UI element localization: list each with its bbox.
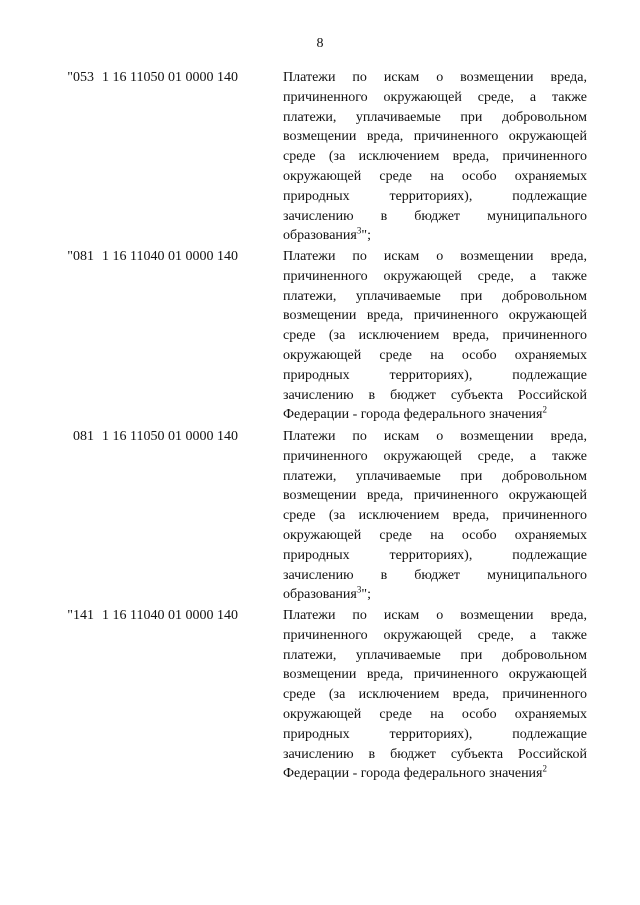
description-line: природных территориях), подлежащие — [283, 188, 587, 204]
description-last-line — [283, 585, 587, 605]
description-line: природных территориях), подлежащие — [283, 547, 587, 563]
last-line-text: образования — [283, 587, 357, 603]
description-line: платежи, уплачиваемые при добровольном — [283, 288, 587, 304]
description-line: возмещении вреда, причиненного окружающей — [283, 308, 587, 324]
last-line-text: Федерации - города федерального значения — [283, 766, 543, 782]
description-last-line — [283, 764, 587, 784]
kbk-code: 1 16 11040 01 0000 140 — [102, 608, 238, 623]
line-tail: "; — [361, 587, 371, 603]
admin-code: "081 — [67, 249, 94, 264]
description-line: природных территориях), подлежащие — [283, 367, 587, 383]
description-line: зачислению в бюджет субъекта Российской — [283, 387, 587, 403]
description-line: платежи, уплачиваемые при добровольном — [283, 647, 587, 663]
description-line: окружающей среде на особо охраняемых — [283, 706, 587, 722]
kbk-code: 1 16 11050 01 0000 140 — [102, 429, 238, 444]
admin-code: 081 — [73, 429, 94, 444]
page-number: 8 — [316, 36, 324, 51]
description-line: окружающей среде на особо охраняемых — [283, 347, 587, 363]
description-line: Платежи по искам о возмещении вреда, — [283, 429, 587, 444]
footnote-ref: 2 — [542, 404, 547, 415]
entry-description — [283, 427, 587, 605]
description-line: причиненного окружающей среде, а также — [283, 268, 587, 284]
description-line: платежи, уплачиваемые при добровольном — [283, 468, 587, 484]
line-tail: "; — [361, 228, 371, 244]
footnote-ref: 2 — [542, 763, 547, 774]
description-line: возмещении вреда, причиненного окружающей — [283, 129, 587, 145]
description-line: причиненного окружающей среде, а также — [283, 627, 587, 643]
last-line-text: образования — [283, 228, 357, 244]
description-line: природных территориях), подлежащие — [283, 726, 587, 742]
description-line: окружающей среде на особо охраняемых — [283, 527, 587, 543]
admin-code: "141 — [67, 608, 94, 623]
description-line: зачислению в бюджет субъекта Российской — [283, 746, 587, 762]
footnote-ref: 3 — [356, 584, 362, 595]
description-line: среде (за исключением вреда, причиненного — [283, 687, 587, 703]
description-line: причиненного окружающей среде, а также — [283, 448, 587, 464]
kbk-code: 1 16 11040 01 0000 140 — [102, 249, 238, 264]
description-line: платежи, уплачиваемые при добровольном — [283, 109, 587, 125]
description-line: среде (за исключением вреда, причиненного — [283, 508, 587, 524]
description-line: зачислению в бюджет муниципального — [283, 567, 587, 583]
description-line: причиненного окружающей среде, а также — [283, 89, 587, 105]
kbk-code: 1 16 11050 01 0000 140 — [102, 70, 238, 85]
description-line: среде (за исключением вреда, причиненного — [283, 328, 587, 344]
description-last-line — [283, 405, 587, 425]
description-line: возмещении вреда, причиненного окружающей — [283, 667, 587, 683]
footnote-ref: 3 — [356, 225, 362, 236]
description-line: зачислению в бюджет муниципального — [283, 208, 587, 224]
description-last-line — [283, 226, 587, 246]
description-line: среде (за исключением вреда, причиненного — [283, 149, 587, 165]
admin-code: "053 — [67, 70, 94, 85]
entry-description — [283, 68, 587, 246]
description-line: Платежи по искам о возмещении вреда, — [283, 249, 587, 264]
description-line: Платежи по искам о возмещении вреда, — [283, 70, 587, 85]
description-line: Платежи по искам о возмещении вреда, — [283, 608, 587, 623]
description-line: возмещении вреда, причиненного окружающей — [283, 488, 587, 504]
entry-description — [283, 606, 587, 784]
last-line-text: Федерации - города федерального значения — [283, 407, 543, 423]
description-line: окружающей среде на особо охраняемых — [283, 168, 587, 184]
entry-description — [283, 247, 587, 425]
